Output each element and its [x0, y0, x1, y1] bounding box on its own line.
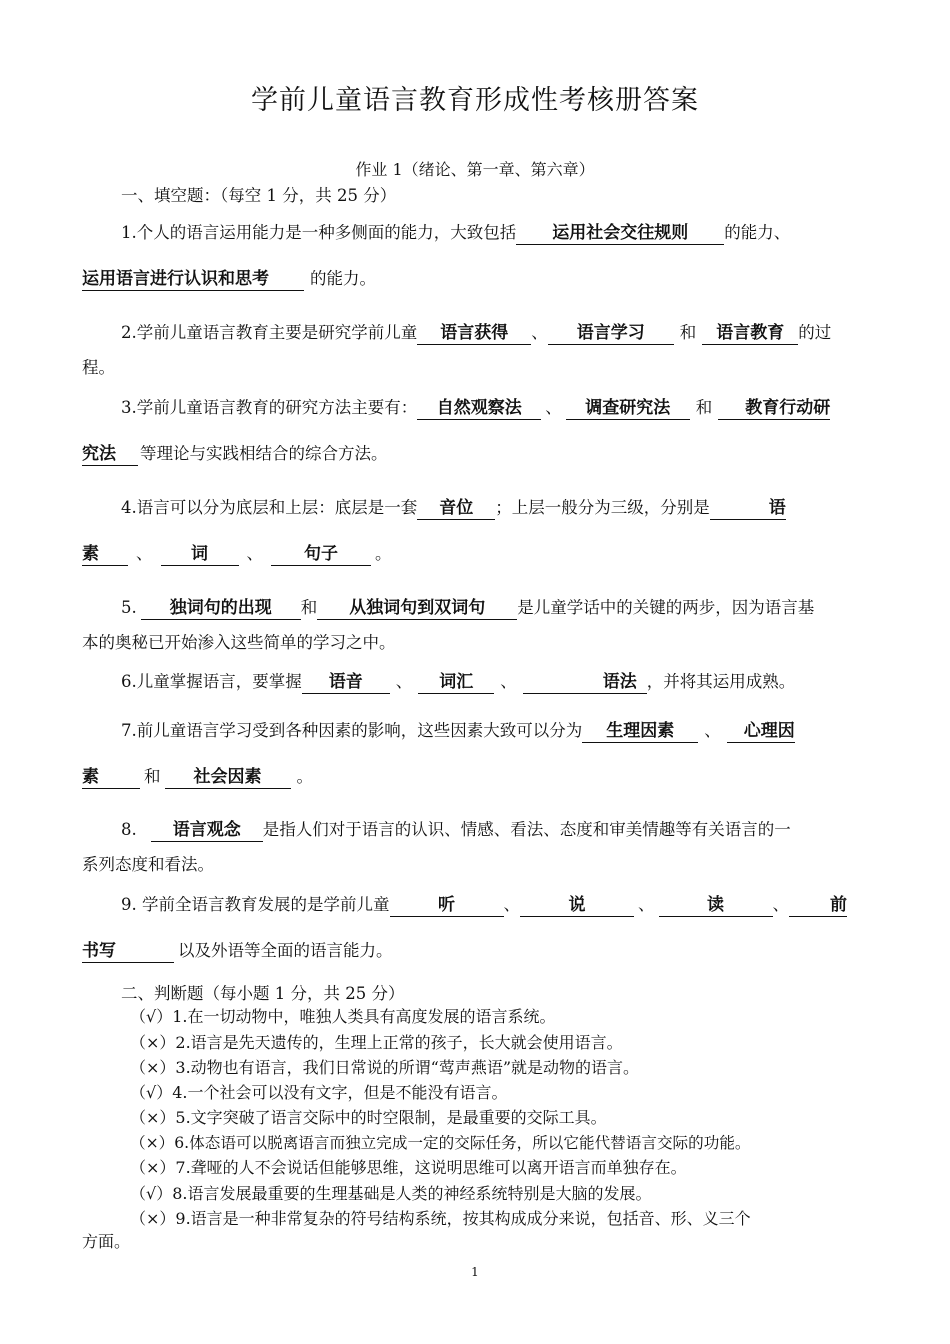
answer-blank: 社会因素: [165, 766, 291, 789]
question-5-line-2: 本的奥秘已开始渗入这些简单的学习之中。: [82, 633, 396, 652]
question-8-line-2: 系列态度和看法。: [82, 855, 214, 874]
assignment-heading: 作业 1（绪论、第一章、第六章）: [355, 160, 595, 179]
answer-blank: 独词句的出现: [141, 597, 301, 620]
section-true-false-heading: 二、判断题（每小题 1 分，共 25 分）: [121, 984, 405, 1003]
judgment-item: （×）7.聋哑的人不会说话但能够思维，这说明思维可以离开语言而单独存在。: [130, 1158, 687, 1177]
judgment-item: （×）6.体态语可以脱离语言而独立完成一定的交际任务，所以它能代替语言交际的功能。: [130, 1134, 751, 1152]
answer-blank: 语言获得: [417, 322, 531, 345]
answer-blank: 调查研究法: [566, 397, 690, 420]
question-7-line-2: 素 和 社会因素 。: [82, 767, 313, 787]
answer-blank: 语言学习: [548, 322, 674, 345]
answer-blank: 词: [161, 543, 239, 566]
answer-blank: 素: [82, 766, 140, 789]
judgment-item: （√）4.一个社会可以没有文字，但是不能没有语言。: [130, 1083, 508, 1102]
question-2-line-2: 程。: [82, 358, 115, 377]
judgment-item: （×）3.动物也有语言，我们日常说的所谓“莺声燕语”就是动物的语言。: [130, 1058, 640, 1077]
answer-blank: 句子: [271, 543, 371, 566]
answer-blank: 语言观念: [151, 819, 263, 842]
question-4-line-1: 4.语言可以分为底层和上层：底层是一套 音位 ；上层一般分为三级，分别是 语: [121, 498, 786, 518]
answer-blank: 词汇: [418, 671, 494, 694]
answer-blank: 说: [520, 894, 634, 917]
answer-blank: 自然观察法: [417, 397, 541, 420]
answer-blank: 语音: [302, 671, 390, 694]
section-fill-blank-heading: 一、填空题：（每空 1 分，共 25 分）: [121, 186, 397, 205]
answer-blank: 语言教育: [702, 322, 798, 345]
judgment-item: （√）1.在一切动物中，唯独人类具有高度发展的语言系统。: [130, 1007, 556, 1026]
document-title: 学前儿童语言教育形成性考核册答案: [251, 85, 699, 116]
question-1-line-1: 1.个人的语言运用能力是一种多侧面的能力，大致包括 运用社会交往规则 的能力、: [121, 223, 791, 243]
question-2-line-1: 2.学前儿童语言教育主要是研究学前儿童 语言获得 、 语言学习 和 语言教育 的过: [121, 323, 832, 343]
question-3-line-1: 3.学前儿童语言教育的研究方法主要有： 自然观察法 、 调查研究法 和 教育行动研: [121, 398, 831, 418]
answer-blank: 究法: [82, 443, 138, 466]
answer-blank: 语: [710, 497, 786, 520]
answer-blank: 心理因: [727, 720, 795, 743]
question-6-line-1: 6.儿童掌握语言，要掌握 语音 、 词汇 、 语法 ，并将其运用成熟。: [121, 672, 796, 692]
answer-blank: 生理因素: [582, 720, 698, 743]
question-4-line-2: 素 、 词 、 句子 。: [82, 544, 392, 564]
answer-blank: 听: [390, 894, 504, 917]
judgment-item: （×）5.文字突破了语言交际中的时空限制，是最重要的交际工具。: [130, 1108, 607, 1127]
answer-blank: 教育行动研: [718, 397, 830, 420]
answer-blank: 书写: [82, 940, 174, 963]
judgment-item: （×）2.语言是先天遗传的，生理上正常的孩子，长大就会使用语言。: [130, 1033, 623, 1052]
page-number: 1: [471, 1265, 479, 1279]
answer-blank: 语法: [523, 671, 647, 694]
question-7-line-1: 7.前儿童语言学习受到各种因素的影响，这些因素大致可以分为 生理因素 、 心理因: [121, 721, 795, 741]
question-8-line-1: 8. 语言观念 是指人们对于语言的认识、情感、看法、态度和审美情趣等有关语言的一: [121, 820, 791, 840]
answer-blank: 前: [789, 894, 847, 917]
judgment-item-continuation: 方面。: [82, 1232, 131, 1251]
question-1-line-2: 运用语言进行认识和思考 的能力。: [82, 269, 376, 289]
answer-blank: 运用语言进行认识和思考: [82, 268, 304, 291]
question-9-line-1: 9. 学前全语言教育发展的是学前儿童 听 、 说 、 读 、 前: [121, 895, 847, 915]
judgment-item: （√）8.语言发展最重要的生理基础是人类的神经系统特别是大脑的发展。: [130, 1184, 652, 1203]
answer-blank: 音位: [417, 497, 495, 520]
answer-blank: 读: [659, 894, 773, 917]
question-9-line-2: 书写 以及外语等全面的语言能力。: [82, 941, 393, 961]
question-5-line-1: 5. 独词句的出现 和 从独词句到双词句 是儿童学话中的关键的两步，因为语言基: [121, 598, 815, 618]
answer-blank: 素: [82, 543, 128, 566]
question-3-line-2: 究法 等理论与实践相结合的综合方法。: [82, 444, 388, 464]
answer-blank: 从独词句到双词句: [317, 597, 517, 620]
judgment-item: （×）9.语言是一种非常复杂的符号结构系统，按其构成成分来说，包括音、形、义三个: [130, 1209, 751, 1228]
answer-blank: 运用社会交往规则: [516, 222, 724, 245]
